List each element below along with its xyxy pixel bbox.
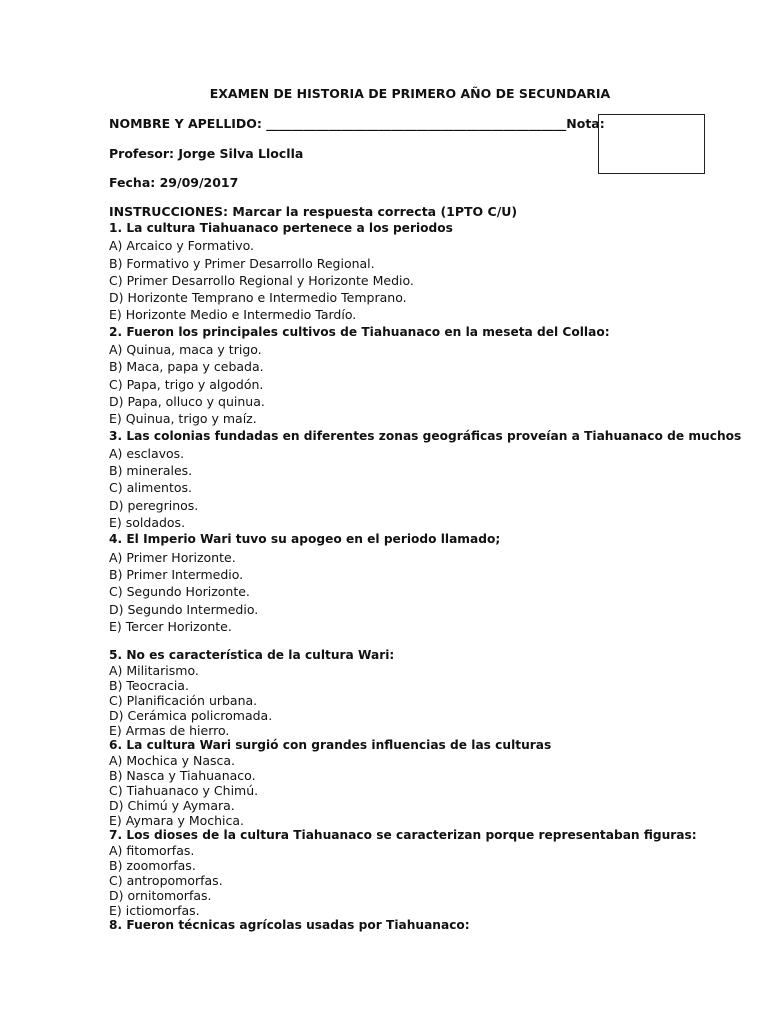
answer-option: B) zoomorfas.: [109, 858, 196, 874]
question-block: [109, 918, 729, 933]
answer-option: B) Maca, papa y cebada.: [109, 359, 264, 375]
question-text: 4. El Imperio Wari tuvo su apogeo en el periodo llamado;: [109, 532, 501, 547]
answer-option: A) Quinua, maca y trigo.: [109, 342, 262, 358]
answer-option: A) Primer Horizonte.: [109, 549, 236, 565]
answer-option: D) Chimú y Aymara.: [109, 798, 235, 814]
answer-option: E) Aymara y Mochica.: [109, 813, 245, 829]
exam-title: EXAMEN DE HISTORIA DE PRIMERO AÑO DE SECUNDARIA: [209, 86, 611, 101]
question-text: 7. Los dioses de la cultura Tiahuanaco se caracterizan porque representaban figuras:: [109, 828, 697, 843]
answer-option: A) Militarismo.: [109, 663, 199, 679]
answer-option: D) Horizonte Temprano e Intermedio Temprano.: [109, 290, 407, 306]
question-list: [109, 203, 742, 933]
question-text: 2. Fueron los principales cultivos de Tiahuanaco en la meseta del Collao:: [109, 324, 610, 339]
answer-option: B) Nasca y Tiahuanaco.: [109, 768, 256, 784]
answer-option: E) ictiomorfas.: [109, 903, 200, 919]
answer-option: B) Teocracia.: [109, 678, 189, 694]
answer-option: D) Segundo Intermedio.: [109, 601, 259, 617]
answer-option: C) antropomorfas.: [109, 873, 223, 889]
answer-option: C) Segundo Horizonte.: [109, 584, 250, 600]
question-text: 6. La cultura Wari surgió con grandes influencias de las culturas: [109, 738, 552, 753]
answer-option: A) fitomorfas.: [109, 843, 195, 859]
date-line: Fecha: 29/09/2017: [109, 175, 239, 190]
answer-option: C) Planificación urbana.: [109, 693, 258, 709]
answer-option: D) peregrinos.: [109, 497, 199, 513]
answer-option: A) Mochica y Nasca.: [109, 753, 236, 769]
name-line: NOMBRE Y APELLIDO: ________________________________________________Nota:: [109, 116, 605, 131]
question-block: [109, 220, 729, 324]
instructions: INSTRUCCIONES: Marcar la respuesta correcta (1PTO C/U): [109, 204, 518, 219]
answer-option: C) alimentos.: [109, 480, 193, 496]
answer-option: E) Horizonte Medio e Intermedio Tardío.: [109, 307, 357, 323]
answer-option: B) Formativo y Primer Desarrollo Regional.: [109, 255, 375, 271]
question-text: 5. No es característica de la cultura Wari:: [109, 648, 395, 663]
question-block: [109, 828, 729, 918]
answer-option: D) Papa, olluco y quinua.: [109, 393, 265, 409]
grade-box: [598, 114, 705, 174]
answer-option: D) ornitomorfas.: [109, 888, 212, 904]
teacher-line: Profesor: Jorge Silva Lloclla: [109, 146, 304, 161]
answer-option: A) Arcaico y Formativo.: [109, 238, 255, 254]
answer-option: E) Tercer Horizonte.: [109, 618, 232, 634]
answer-option: E) Armas de hierro.: [109, 723, 230, 739]
answer-option: C) Papa, trigo y algodón.: [109, 376, 264, 392]
answer-option: C) Primer Desarrollo Regional y Horizonte Medio.: [109, 272, 414, 288]
answer-option: B) Primer Intermedio.: [109, 566, 244, 582]
spacer: [109, 635, 729, 648]
answer-option: B) minerales.: [109, 463, 193, 479]
answer-option: E) Quinua, trigo y maíz.: [109, 411, 257, 427]
question-block: [109, 648, 729, 738]
answer-option: C) Tiahuanaco y Chimú.: [109, 783, 259, 799]
question-text: 1. La cultura Tiahuanaco pertenece a los periodos: [109, 221, 453, 235]
answer-option: A) esclavos.: [109, 445, 185, 461]
question-text: 8. Fueron técnicas agrícolas usadas por Tiahuanaco:: [109, 918, 470, 933]
question-text: 3. Las colonias fundadas en diferentes zonas geográficas proveían a Tiahuanaco de muchos: [109, 428, 742, 443]
question-block: [109, 324, 729, 428]
question-block: [109, 738, 729, 828]
question-block: [109, 531, 729, 635]
question-block: [109, 428, 742, 532]
answer-option: D) Cerámica policromada.: [109, 708, 273, 724]
answer-option: E) soldados.: [109, 515, 186, 531]
